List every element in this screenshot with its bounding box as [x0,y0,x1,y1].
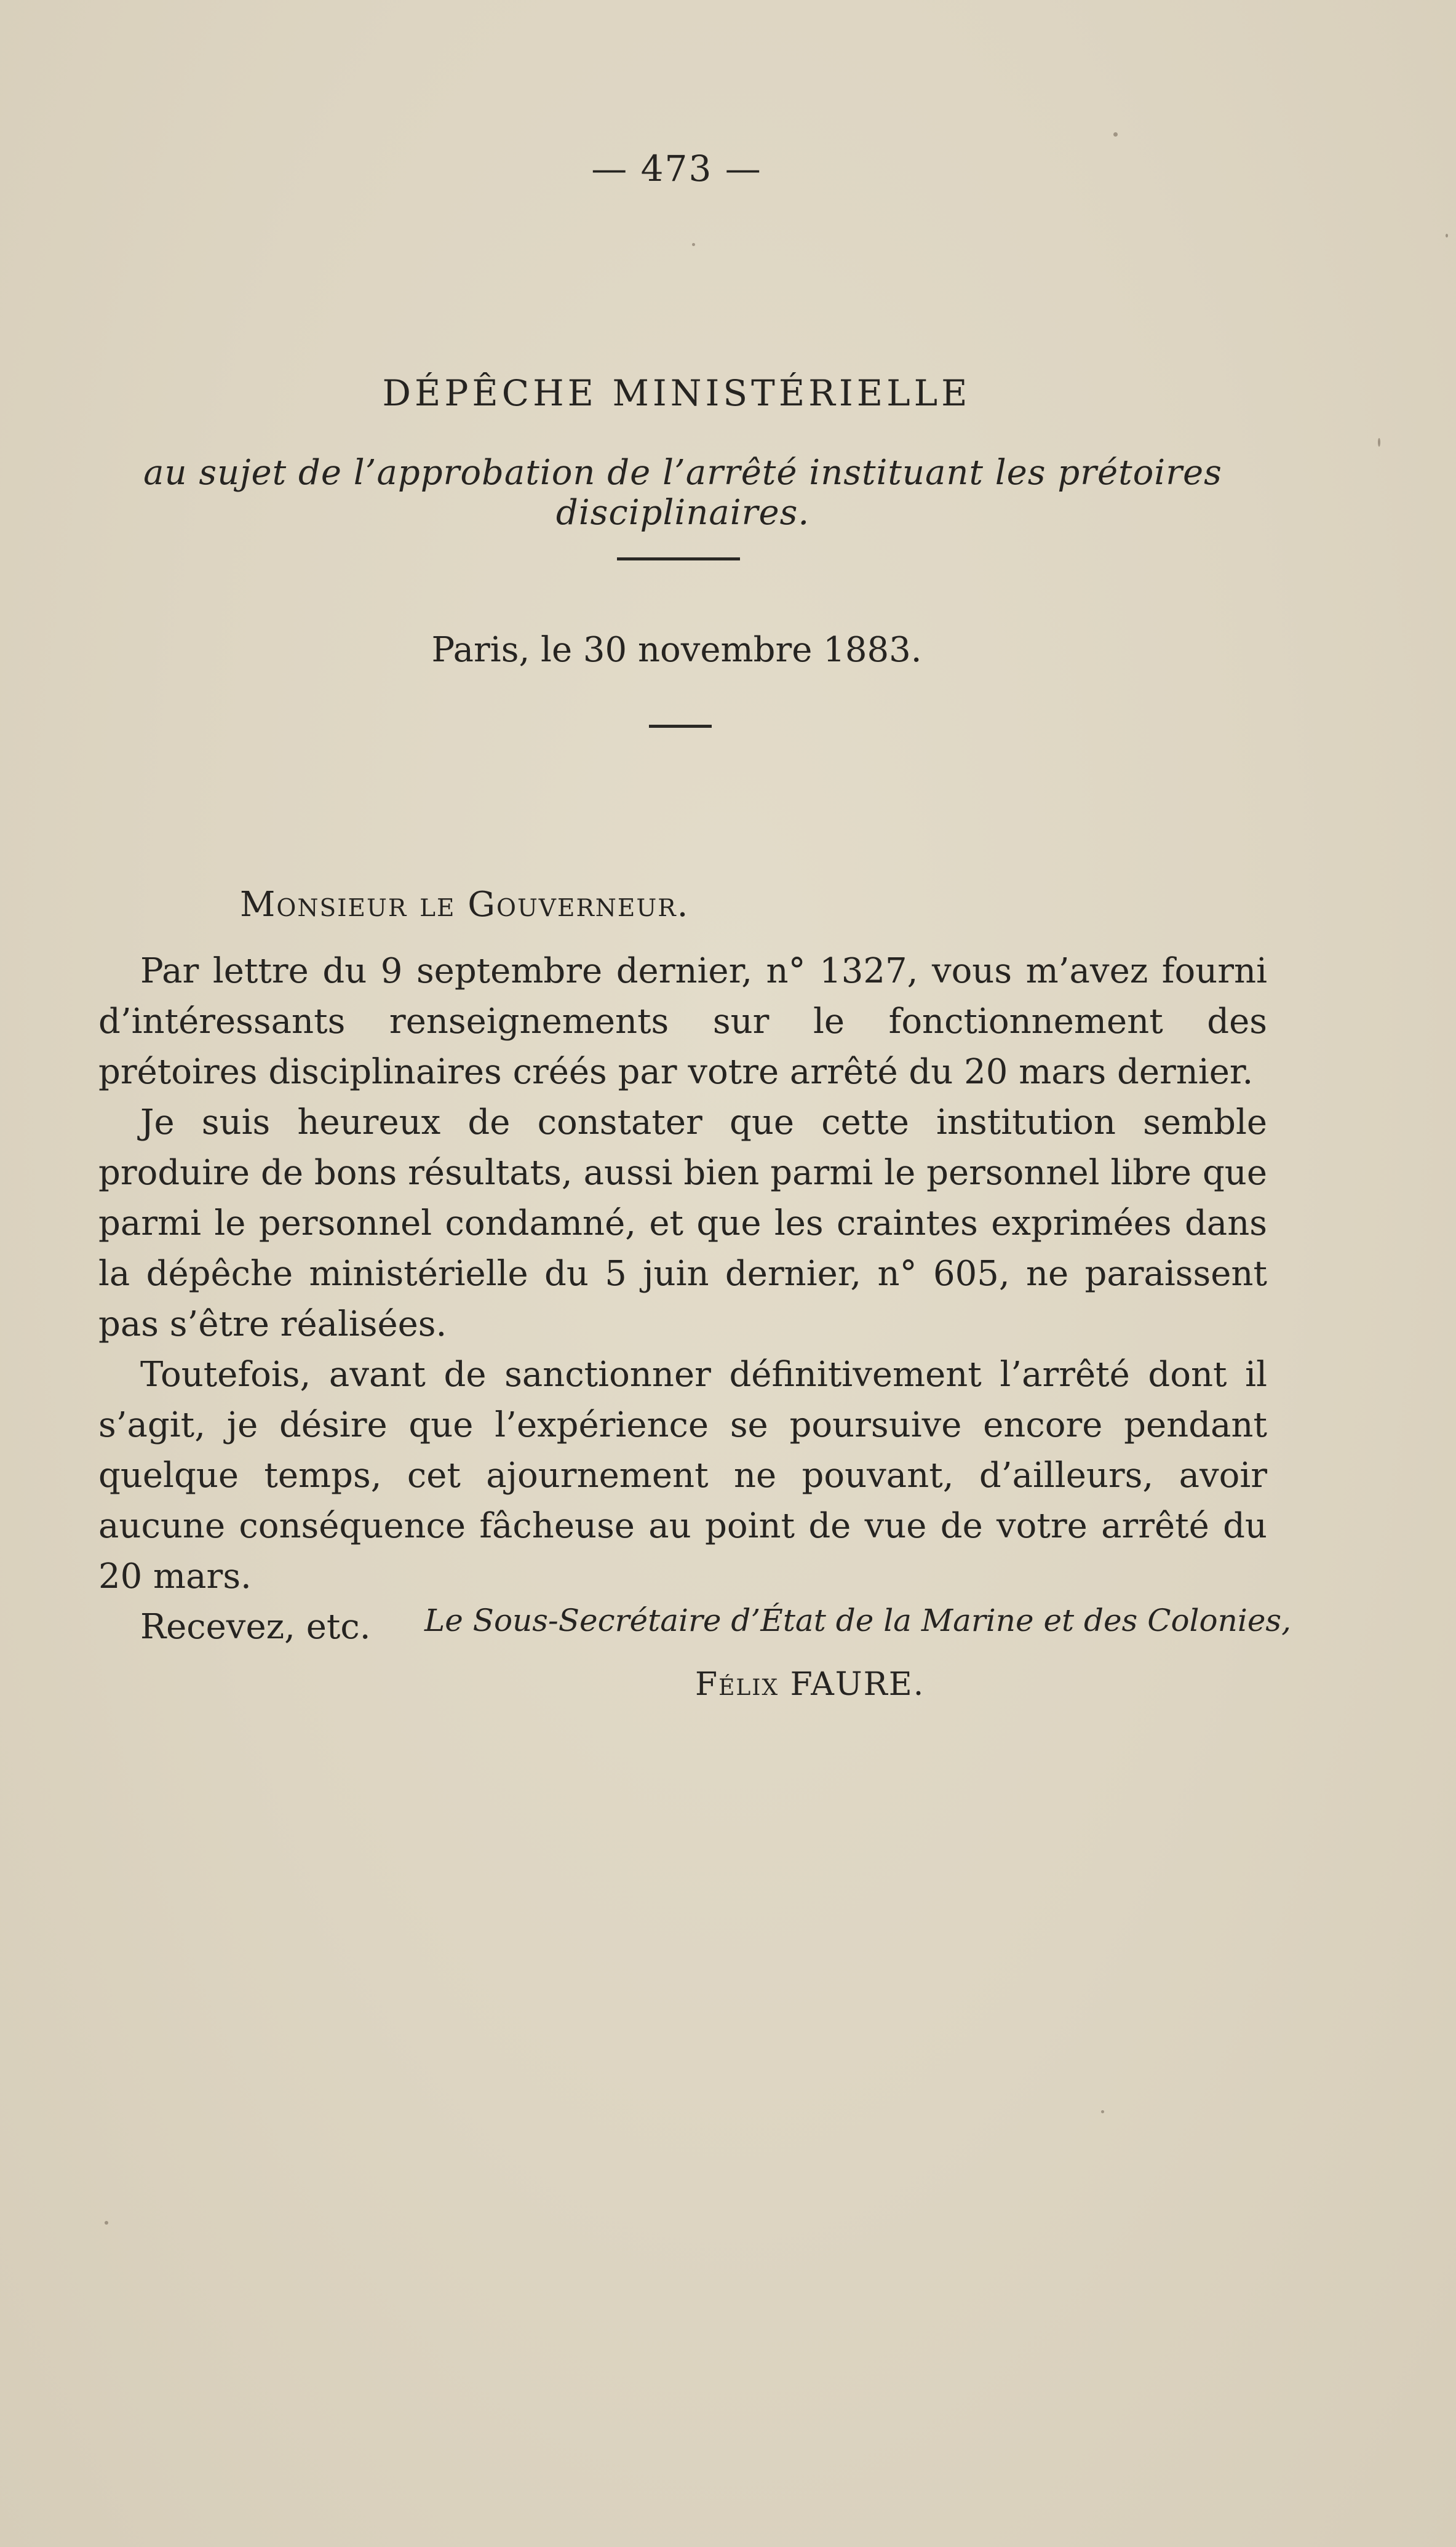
paragraph: Je suis heureux de constater que cette institution semble produire de bons résultats, aussi bien parmi le personnel libre que parmi le personnel condamné, et que les craintes exprimées dans la dépêche ministérielle du 5 juin dernier, n° 605, ne paraissent pas s’être réalisées. [98,1102,1267,1344]
paragraph: Par lettre du 9 septembre dernier, n° 1327, vous m’avez fourni d’intéressants renseignements sur le fonctionnement des prétoires disciplinaires créés par votre arrêté du 20 mars dernier. [98,951,1267,1092]
letter-body [98,946,1291,1652]
separator-rule [649,725,712,728]
paper-speck [692,243,695,246]
paper-speck [1446,234,1448,237]
signature-role: Le Sous-Secrétaire d’État de la Marine et des Colonies, [424,1603,1291,1638]
page-number: — 473 — [591,148,762,189]
salutation: Monsieur le Gouverneur. [240,885,690,925]
paper-speck [1113,132,1118,137]
paper-speck [1378,438,1380,447]
paragraph: Toutefois, avant de sanctionner définitivement l’arrêté dont il s’agit, je désire que l’expérience se poursuive encore pendant quelque temps, cet ajournement ne pouvant, d’ailleurs, avoir aucune conséquence fâcheuse au point de vue de votre arrêté du 20 mars. [98,1355,1267,1596]
signature-name: Félix FAURE. [695,1666,925,1703]
paper-speck [1101,2110,1104,2113]
paragraph: Recevez, etc. [140,1607,371,1647]
document-title: DÉPÊCHE MINISTÉRIELLE [382,372,971,414]
paper-speck [105,2221,108,2225]
dateline: Paris, le 30 novembre 1883. [431,630,922,670]
document-subtitle: au sujet de l’approbation de l’arrêté instituant les prétoires disciplinaires. [143,453,1222,533]
separator-rule [617,557,740,560]
